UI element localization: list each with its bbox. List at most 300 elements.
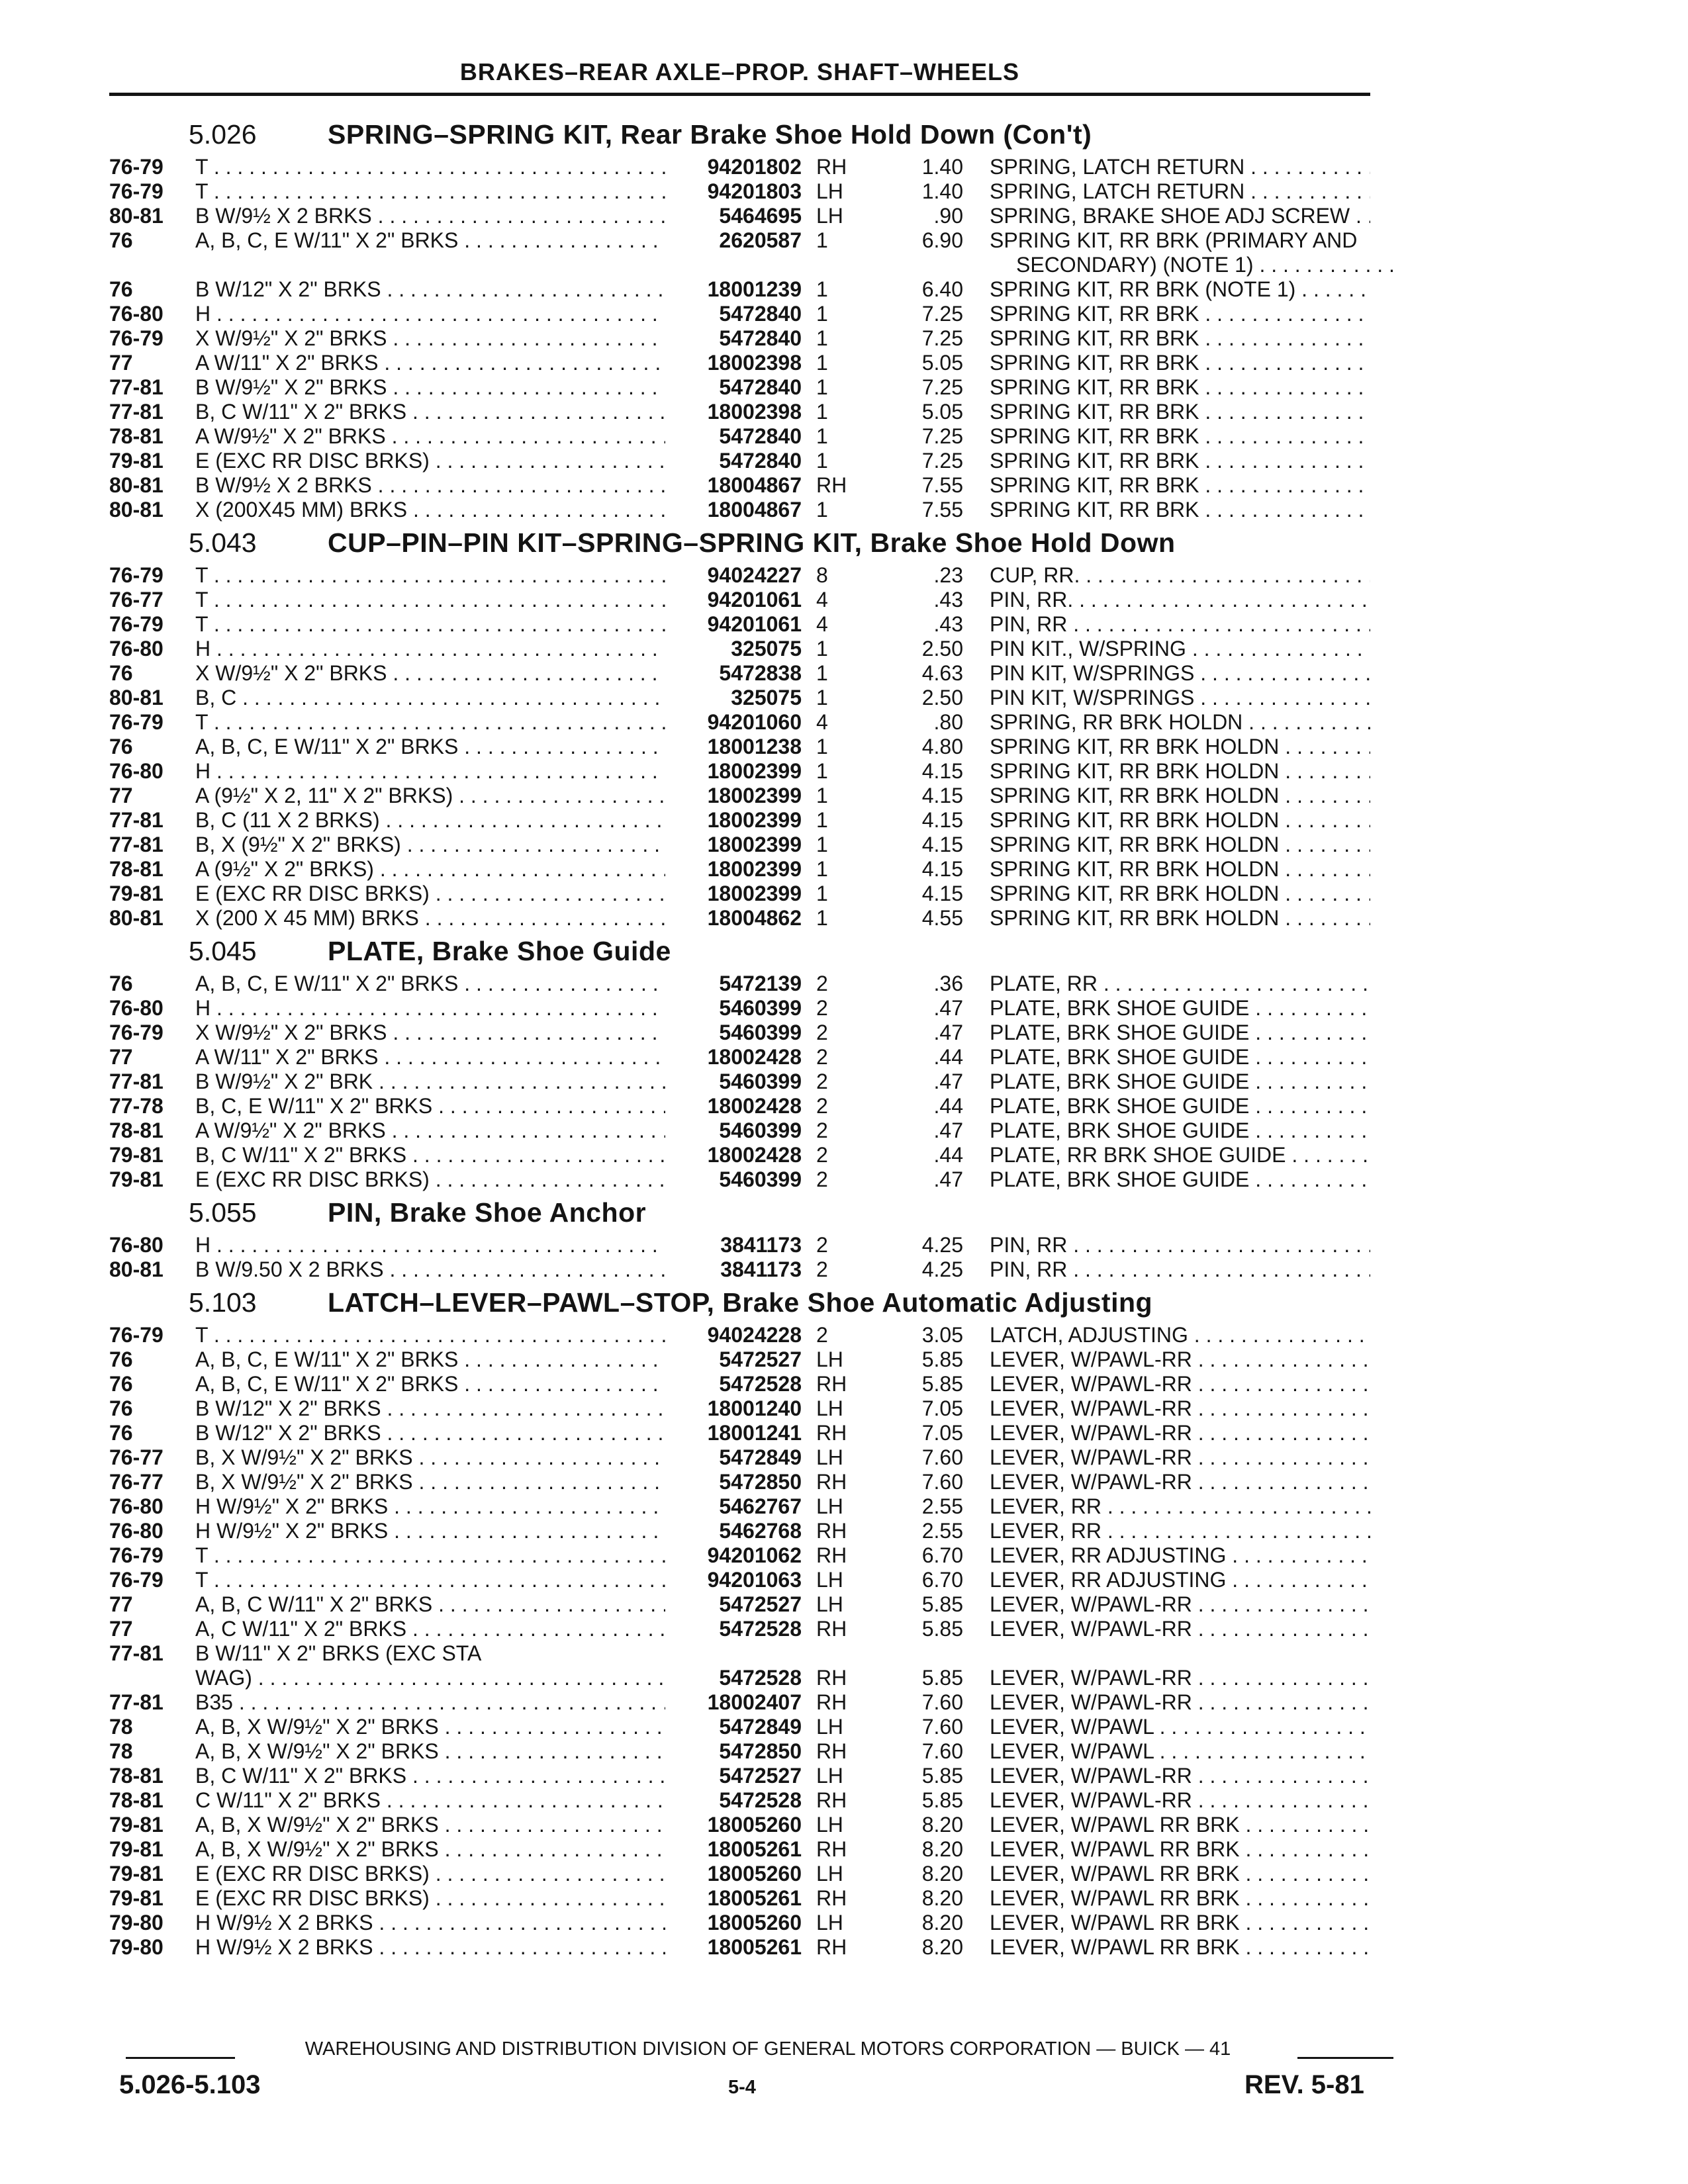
part-number: 5460399 (665, 1069, 802, 1094)
part-row (109, 277, 1370, 302)
application: A W/11" X 2" BRKS . . . (195, 351, 669, 375)
part-number: 18002399 (665, 833, 802, 857)
part-description: LEVER, W/PAWL RR BRK . . . (990, 1837, 1370, 1862)
price: 7.25 (921, 449, 963, 473)
part-row (109, 473, 1370, 498)
part-description: LEVER, W/PAWL . . . (990, 1715, 1370, 1739)
application: E (EXC RR DISC BRKS) . . . (195, 1167, 669, 1192)
section-number: 5.043 (189, 527, 257, 558)
application: B, C W/11" X 2" BRKS . . . (195, 1143, 669, 1167)
application: A, B, X W/9½" X 2" BRKS . . . (195, 1837, 669, 1862)
part-row (109, 1494, 1370, 1519)
application: T . . . (195, 588, 669, 612)
part-row (109, 424, 1370, 449)
part-number: 5472838 (665, 661, 802, 686)
part-number: 325075 (665, 686, 802, 710)
part-row (109, 637, 1370, 661)
model-years: 78-81 (109, 1788, 164, 1812)
model-years: 76 (109, 1396, 133, 1420)
model-years: 76 (109, 1372, 133, 1396)
price: 1.40 (921, 179, 963, 203)
price: .44 (933, 1045, 963, 1069)
model-years: 76-79 (109, 1323, 164, 1347)
quantity: 1 (816, 784, 828, 807)
part-number: 5464695 (665, 204, 802, 228)
application: B W/12" X 2" BRKS . . . (195, 1421, 669, 1445)
part-row (109, 253, 1370, 277)
part-description: SPRING KIT, RR BRK . . . (990, 302, 1370, 326)
model-years: 79-81 (109, 1813, 164, 1837)
part-description: PIN KIT, W/SPRINGS . . . (990, 686, 1370, 710)
price: 7.25 (921, 424, 963, 448)
part-description: SPRING KIT, RR BRK HOLDN . . . (990, 857, 1370, 882)
price: 7.60 (921, 1690, 963, 1714)
model-years: 77 (109, 1592, 133, 1616)
part-description: SPRING KIT, RR BRK HOLDN . . . (990, 759, 1370, 784)
part-row (109, 686, 1370, 710)
application: B W/9½" X 2" BRKS . . . (195, 375, 669, 400)
part-description: SPRING KIT, RR BRK HOLDN . . . (990, 906, 1370, 931)
price: .47 (933, 1021, 963, 1044)
application: X W/9½" X 2" BRKS . . . (195, 326, 669, 351)
model-years: 80-81 (109, 906, 164, 930)
quantity: 1 (816, 277, 828, 301)
model-years: 79-81 (109, 1862, 164, 1886)
price: 7.05 (921, 1396, 963, 1420)
part-description: PLATE, BRK SHOE GUIDE . . . (990, 1094, 1370, 1118)
application: A, B, C, E W/11" X 2" BRKS . . . (195, 1347, 669, 1372)
part-number: 5460399 (665, 1021, 802, 1045)
part-number: 5462768 (665, 1519, 802, 1543)
part-description: PIN, RR . . . (990, 1257, 1370, 1282)
part-row (109, 1837, 1370, 1862)
model-years: 76 (109, 1347, 133, 1371)
part-number: 18005261 (665, 1837, 802, 1862)
price: 5.85 (921, 1347, 963, 1371)
part-description: LEVER, RR ADJUSTING . . . (990, 1568, 1370, 1592)
quantity: LH (816, 204, 843, 228)
part-description: SPRING KIT, RR BRK . . . (990, 400, 1370, 424)
part-row (109, 375, 1370, 400)
part-number: 5472528 (665, 1666, 802, 1690)
part-description: PLATE, RR BRK SHOE GUIDE . . . (990, 1143, 1370, 1167)
part-number: 18004862 (665, 906, 802, 931)
part-row (109, 612, 1370, 637)
quantity: 1 (816, 808, 828, 832)
model-years: 76-79 (109, 1568, 164, 1592)
model-years: 76-80 (109, 759, 164, 783)
part-number: 94024228 (665, 1323, 802, 1347)
header-rule (109, 93, 1370, 96)
part-description: SPRING, BRAKE SHOE ADJ SCREW . . . (990, 204, 1370, 228)
application: B W/12" X 2" BRKS . . . (195, 277, 669, 302)
application: X W/9½" X 2" BRKS . . . (195, 661, 669, 686)
quantity: 2 (816, 1094, 828, 1118)
part-number: 18002399 (665, 759, 802, 784)
part-description: SPRING KIT, RR BRK HOLDN . . . (990, 735, 1370, 759)
application: A, B, C, E W/11" X 2" BRKS . . . (195, 735, 669, 759)
part-description: LEVER, W/PAWL RR BRK . . . (990, 1886, 1370, 1911)
part-description: SPRING KIT, RR BRK HOLDN . . . (990, 882, 1370, 906)
quantity: RH (816, 1519, 847, 1543)
price: 4.55 (921, 906, 963, 930)
part-number: 18002398 (665, 351, 802, 375)
part-description: PIN, RR. . . . (990, 588, 1370, 612)
quantity: 1 (816, 661, 828, 685)
quantity: LH (816, 1396, 843, 1420)
part-row (109, 1739, 1370, 1764)
quantity: 2 (816, 1167, 828, 1191)
application: E (EXC RR DISC BRKS) . . . (195, 1886, 669, 1911)
section-heading (109, 1282, 1370, 1323)
section-title: SPRING–SPRING KIT, Rear Brake Shoe Hold Down (Con't) (328, 119, 1092, 150)
part-row (109, 204, 1370, 228)
part-row (109, 1470, 1370, 1494)
price: .43 (933, 612, 963, 636)
price: 8.20 (921, 1886, 963, 1910)
part-description: SPRING, RR BRK HOLDN . . . (990, 710, 1370, 735)
part-number: 5472840 (665, 449, 802, 473)
quantity: 4 (816, 588, 828, 612)
price: .47 (933, 1167, 963, 1191)
part-description: LEVER, W/PAWL-RR . . . (990, 1690, 1370, 1715)
application: T . . . (195, 710, 669, 735)
part-number: 94024227 (665, 563, 802, 588)
part-description: SPRING KIT, RR BRK (PRIMARY AND (990, 228, 1358, 252)
model-years: 76-79 (109, 612, 164, 636)
price: .47 (933, 1069, 963, 1093)
price: 4.15 (921, 808, 963, 832)
price: 4.15 (921, 882, 963, 905)
quantity: 1 (816, 449, 828, 473)
part-row (109, 1617, 1370, 1641)
application: B, C W/11" X 2" BRKS . . . (195, 1764, 669, 1788)
part-description: LEVER, W/PAWL-RR . . . (990, 1617, 1370, 1641)
price: 2.55 (921, 1519, 963, 1543)
part-row (109, 759, 1370, 784)
part-description: PIN, RR . . . (990, 612, 1370, 637)
part-row (109, 1372, 1370, 1396)
price: 5.05 (921, 351, 963, 375)
quantity: 1 (816, 302, 828, 326)
part-row (109, 833, 1370, 857)
price: 8.20 (921, 1862, 963, 1886)
application: A, B, C, E W/11" X 2" BRKS . . . (195, 972, 669, 996)
model-years: 79-80 (109, 1911, 164, 1934)
part-row (109, 661, 1370, 686)
part-number: 18002407 (665, 1690, 802, 1715)
quantity: 1 (816, 735, 828, 758)
part-row (109, 1813, 1370, 1837)
price: .44 (933, 1094, 963, 1118)
application: T . . . (195, 1568, 669, 1592)
page-title: BRAKES–REAR AXLE–PROP. SHAFT–WHEELS (459, 58, 1020, 85)
model-years: 79-81 (109, 1143, 164, 1167)
application: T . . . (195, 563, 669, 588)
part-row (109, 1143, 1370, 1167)
part-number: 5460399 (665, 1118, 802, 1143)
part-row (109, 302, 1370, 326)
application: H . . . (195, 637, 669, 661)
part-row (109, 808, 1370, 833)
part-number: 94201061 (665, 588, 802, 612)
quantity: LH (816, 1592, 843, 1616)
model-years: 77 (109, 1617, 133, 1641)
part-description: SPRING KIT, RR BRK HOLDN . . . (990, 833, 1370, 857)
price: .43 (933, 588, 963, 612)
section-heading (109, 931, 1370, 972)
quantity: 2 (816, 1021, 828, 1044)
quantity: LH (816, 1494, 843, 1518)
part-number: 18005261 (665, 1886, 802, 1911)
part-number: 325075 (665, 637, 802, 661)
quantity: LH (816, 1347, 843, 1371)
part-number: 94201062 (665, 1543, 802, 1568)
model-years: 77-81 (109, 400, 164, 424)
part-description: SPRING KIT, RR BRK . . . (990, 326, 1370, 351)
part-row (109, 228, 1370, 253)
model-years: 79-80 (109, 1935, 164, 1959)
quantity: RH (816, 1617, 847, 1641)
application: B, X W/9½" X 2" BRKS . . . (195, 1470, 669, 1494)
model-years: 76-79 (109, 563, 164, 587)
part-row (109, 400, 1370, 424)
part-description: PLATE, BRK SHOE GUIDE . . . (990, 1069, 1370, 1094)
application: B, X (9½" X 2" BRKS) . . . (195, 833, 669, 857)
part-number: 18004867 (665, 473, 802, 498)
part-row (109, 996, 1370, 1021)
model-years: 76 (109, 972, 133, 995)
price: 1.40 (921, 155, 963, 179)
application: B W/9½ X 2 BRKS . . . (195, 473, 669, 498)
part-row (109, 1421, 1370, 1445)
model-years: 76-80 (109, 1494, 164, 1518)
part-description: SPRING KIT, RR BRK . . . (990, 449, 1370, 473)
section-number: 5.026 (189, 119, 257, 150)
part-row (109, 1069, 1370, 1094)
part-row (109, 498, 1370, 522)
part-number: 18002399 (665, 808, 802, 833)
part-description: LEVER, W/PAWL RR BRK . . . (990, 1813, 1370, 1837)
part-description: PLATE, RR . . . (990, 972, 1370, 996)
quantity: 2 (816, 1323, 828, 1347)
application: B W/9.50 X 2 BRKS . . . (195, 1257, 669, 1282)
model-years: 76-79 (109, 326, 164, 350)
quantity: LH (816, 1911, 843, 1934)
quantity: 1 (816, 351, 828, 375)
quantity: RH (816, 473, 847, 497)
price: 7.60 (921, 1715, 963, 1739)
model-years: 80-81 (109, 1257, 164, 1281)
part-description: LEVER, W/PAWL RR BRK . . . (990, 1911, 1370, 1935)
part-row (109, 1592, 1370, 1617)
part-description: LATCH, ADJUSTING . . . (990, 1323, 1370, 1347)
part-number: 5472527 (665, 1592, 802, 1617)
application: A W/11" X 2" BRKS . . . (195, 1045, 669, 1069)
application: C W/11" X 2" BRKS . . . (195, 1788, 669, 1813)
application: B W/12" X 2" BRKS . . . (195, 1396, 669, 1421)
model-years: 78-81 (109, 424, 164, 448)
quantity: RH (816, 1470, 847, 1494)
price: 8.20 (921, 1911, 963, 1934)
part-number: 5462767 (665, 1494, 802, 1519)
parts-catalog (109, 114, 1370, 1960)
price: 4.15 (921, 784, 963, 807)
model-years: 76-79 (109, 155, 164, 179)
quantity: RH (816, 1690, 847, 1714)
quantity: 1 (816, 498, 828, 522)
model-years: 76-77 (109, 1470, 164, 1494)
quantity: LH (816, 1568, 843, 1592)
price: 8.20 (921, 1837, 963, 1861)
model-years: 76-80 (109, 1233, 164, 1257)
part-row (109, 1911, 1370, 1935)
application: B, C, E W/11" X 2" BRKS . . . (195, 1094, 669, 1118)
model-years: 79-81 (109, 1837, 164, 1861)
price: 2.55 (921, 1494, 963, 1518)
quantity: LH (816, 179, 843, 203)
quantity: 1 (816, 400, 828, 424)
model-years: 77-81 (109, 1690, 164, 1714)
quantity: 2 (816, 1118, 828, 1142)
part-number: 5472840 (665, 326, 802, 351)
section-number: 5.103 (189, 1287, 257, 1318)
part-description: PIN KIT, W/SPRINGS . . . (990, 661, 1370, 686)
part-row (109, 1519, 1370, 1543)
part-row (109, 1690, 1370, 1715)
application: A, B, X W/9½" X 2" BRKS . . . (195, 1813, 669, 1837)
part-description: LEVER, W/PAWL-RR . . . (990, 1445, 1370, 1470)
section-number: 5.045 (189, 936, 257, 966)
part-description: SPRING KIT, RR BRK . . . (990, 498, 1370, 522)
part-number: 18002399 (665, 857, 802, 882)
price: 4.15 (921, 857, 963, 881)
part-number: 5472840 (665, 375, 802, 400)
footer-division: WAREHOUSING AND DISTRIBUTION DIVISION OF GENERAL MOTORS CORPORATION — BUICK — 41 (305, 2038, 1231, 2060)
price: 5.85 (921, 1764, 963, 1788)
application: H . . . (195, 759, 669, 784)
part-row (109, 179, 1370, 204)
quantity: LH (816, 1813, 843, 1837)
part-number: 94201803 (665, 179, 802, 204)
section-title: PLATE, Brake Shoe Guide (328, 936, 671, 966)
price: 6.70 (921, 1568, 963, 1592)
price: 4.80 (921, 735, 963, 758)
price: 7.60 (921, 1470, 963, 1494)
part-row (109, 1862, 1370, 1886)
section-heading (109, 522, 1370, 563)
model-years: 76 (109, 277, 133, 301)
price: .80 (933, 710, 963, 734)
price: 4.15 (921, 833, 963, 856)
application: A (9½" X 2" BRKS) . . . (195, 857, 669, 882)
application: X (200 X 45 MM) BRKS . . . (195, 906, 669, 931)
model-years: 76 (109, 661, 133, 685)
quantity: RH (816, 1886, 847, 1910)
application: WAG) . . . (195, 1666, 669, 1690)
part-number: 18002428 (665, 1143, 802, 1167)
model-years: 76-80 (109, 1519, 164, 1543)
part-number: 5472850 (665, 1470, 802, 1494)
price: 5.85 (921, 1592, 963, 1616)
part-description: LEVER, W/PAWL-RR . . . (990, 1347, 1370, 1372)
quantity: RH (816, 1935, 847, 1959)
quantity: 4 (816, 612, 828, 636)
price: 7.60 (921, 1445, 963, 1469)
application: B, C W/11" X 2" BRKS . . . (195, 400, 669, 424)
price: .44 (933, 1143, 963, 1167)
part-row (109, 1323, 1370, 1347)
application: B, C . . . (195, 686, 669, 710)
part-number: 94201060 (665, 710, 802, 735)
quantity: RH (816, 1372, 847, 1396)
quantity: 1 (816, 228, 828, 252)
part-row (109, 882, 1370, 906)
section-title: CUP–PIN–PIN KIT–SPRING–SPRING KIT, Brake Shoe Hold Down (328, 527, 1176, 558)
part-number: 18004867 (665, 498, 802, 522)
price: 7.60 (921, 1739, 963, 1763)
part-number: 2620587 (665, 228, 802, 253)
quantity: 1 (816, 857, 828, 881)
price: 6.70 (921, 1543, 963, 1567)
model-years: 78 (109, 1739, 133, 1763)
model-years: 77-78 (109, 1094, 164, 1118)
footer-rule-left (126, 2057, 235, 2059)
application: T . . . (195, 1543, 669, 1568)
footer-rule-right (1297, 2057, 1393, 2059)
price: 2.50 (921, 686, 963, 709)
part-number: 94201063 (665, 1568, 802, 1592)
part-description: LEVER, W/PAWL . . . (990, 1739, 1370, 1764)
part-description: LEVER, W/PAWL-RR . . . (990, 1372, 1370, 1396)
part-row (109, 1715, 1370, 1739)
price: 5.85 (921, 1788, 963, 1812)
price: .47 (933, 1118, 963, 1142)
part-number: 5472528 (665, 1788, 802, 1813)
part-number: 94201802 (665, 155, 802, 179)
part-number: 5460399 (665, 996, 802, 1021)
part-description: LEVER, W/PAWL-RR . . . (990, 1666, 1370, 1690)
part-description: SPRING KIT, RR BRK . . . (990, 351, 1370, 375)
part-row (109, 1347, 1370, 1372)
quantity: 2 (816, 1069, 828, 1093)
price: 6.90 (921, 228, 963, 252)
price: 4.25 (921, 1257, 963, 1281)
application: H W/9½ X 2 BRKS . . . (195, 1935, 669, 1960)
application: X W/9½" X 2" BRKS . . . (195, 1021, 669, 1045)
part-row (109, 1543, 1370, 1568)
application: A (9½" X 2, 11" X 2" BRKS) . . . (195, 784, 669, 808)
part-description: SPRING KIT, RR BRK . . . (990, 424, 1370, 449)
part-number: 5472850 (665, 1739, 802, 1764)
model-years: 76-79 (109, 1021, 164, 1044)
part-row (109, 1233, 1370, 1257)
section-title: PIN, Brake Shoe Anchor (328, 1197, 647, 1228)
price: 5.85 (921, 1372, 963, 1396)
price: .36 (933, 972, 963, 995)
price: 5.05 (921, 400, 963, 424)
part-number: 18001241 (665, 1421, 802, 1445)
application: X (200X45 MM) BRKS . . . (195, 498, 669, 522)
quantity: 2 (816, 1257, 828, 1281)
part-row (109, 1094, 1370, 1118)
price: 7.25 (921, 375, 963, 399)
part-number: 5472840 (665, 424, 802, 449)
part-description: PLATE, BRK SHOE GUIDE . . . (990, 996, 1370, 1021)
application: A W/9½" X 2" BRKS . . . (195, 1118, 669, 1143)
part-number: 18002398 (665, 400, 802, 424)
application: T . . . (195, 1323, 669, 1347)
